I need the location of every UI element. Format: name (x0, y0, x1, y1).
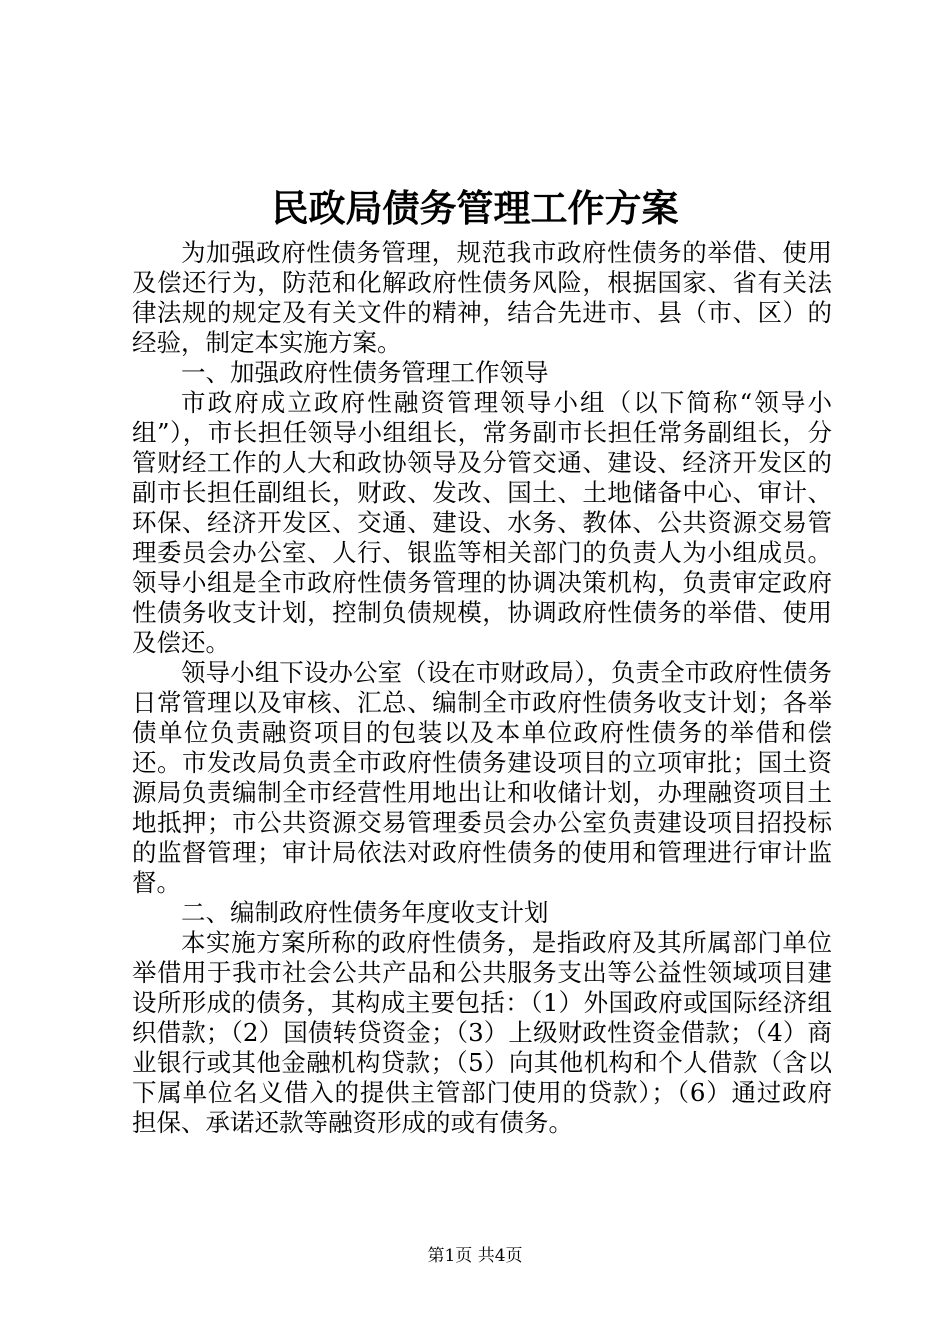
body-paragraph: 本实施方案所称的政府性债务，是指政府及其所属部门单位举借用于我市社会公共产品和公共服务支出等公益性领域项目建设所形成的债务，其构成主要包括：（1）外国政府或国际经济组织借款；（2）国债转贷资金；（3）上级财政性资金借款；（4）商业银行或其他金融机构贷款；（5）向其他机构和个人借款（含以下属单位名义借入的提供主管部门使用的贷款）；（6）通过政府担保、承诺还款等融资形成的或有债务。 (132, 928, 832, 1137)
page-footer: 第1页 共4页 (427, 1246, 523, 1266)
section-heading-1: 一、加强政府性债务管理工作领导 (181, 358, 549, 387)
document-body (132, 238, 832, 1138)
body-paragraph: 领导小组下设办公室（设在市财政局），负责全市政府性债务日常管理以及审核、汇总、编制全市政府性债务收支计划；各举债单位负责融资项目的包装以及本单位政府性债务的举借和偿还。市发改局负责全市政府性债务建设项目的立项审批；国土资源局负责编制全市经营性用地出让和收储计划，办理融资项目土地抵押；市公共资源交易管理委员会办公室负责建设项目招投标的监督管理；审计局依法对政府性债务的使用和管理进行审计监督。 (132, 658, 832, 897)
intro-paragraph: 为加强政府性债务管理，规范我市政府性债务的举借、使用及偿还行为，防范和化解政府性债务风险，根据国家、省有关法律法规的规定及有关文件的精神，结合先进市、县（市、区）的经验，制定本实施方案。 (132, 238, 832, 357)
section-heading-2: 二、编制政府性债务年度收支计划 (181, 898, 549, 927)
document-title: 民政局债务管理工作方案 (271, 186, 679, 230)
body-paragraph: 市政府成立政府性融资管理领导小组（以下简称“领导小组”），市长担任领导小组组长，常务副市长担任常务副组长，分管财经工作的人大和政协领导及分管交通、建设、经济开发区的副市长担任副组长，财政、发改、国土、土地储备中心、审计、环保、经济开发区、交通、建设、水务、教体、公共资源交易管理委员会办公室、人行、银监等相关部门的负责人为小组成员。领导小组是全市政府性债务管理的协调决策机构，负责审定政府性债务收支计划，控制负债规模，协调政府性债务的举借、使用及偿还。 (132, 388, 832, 657)
